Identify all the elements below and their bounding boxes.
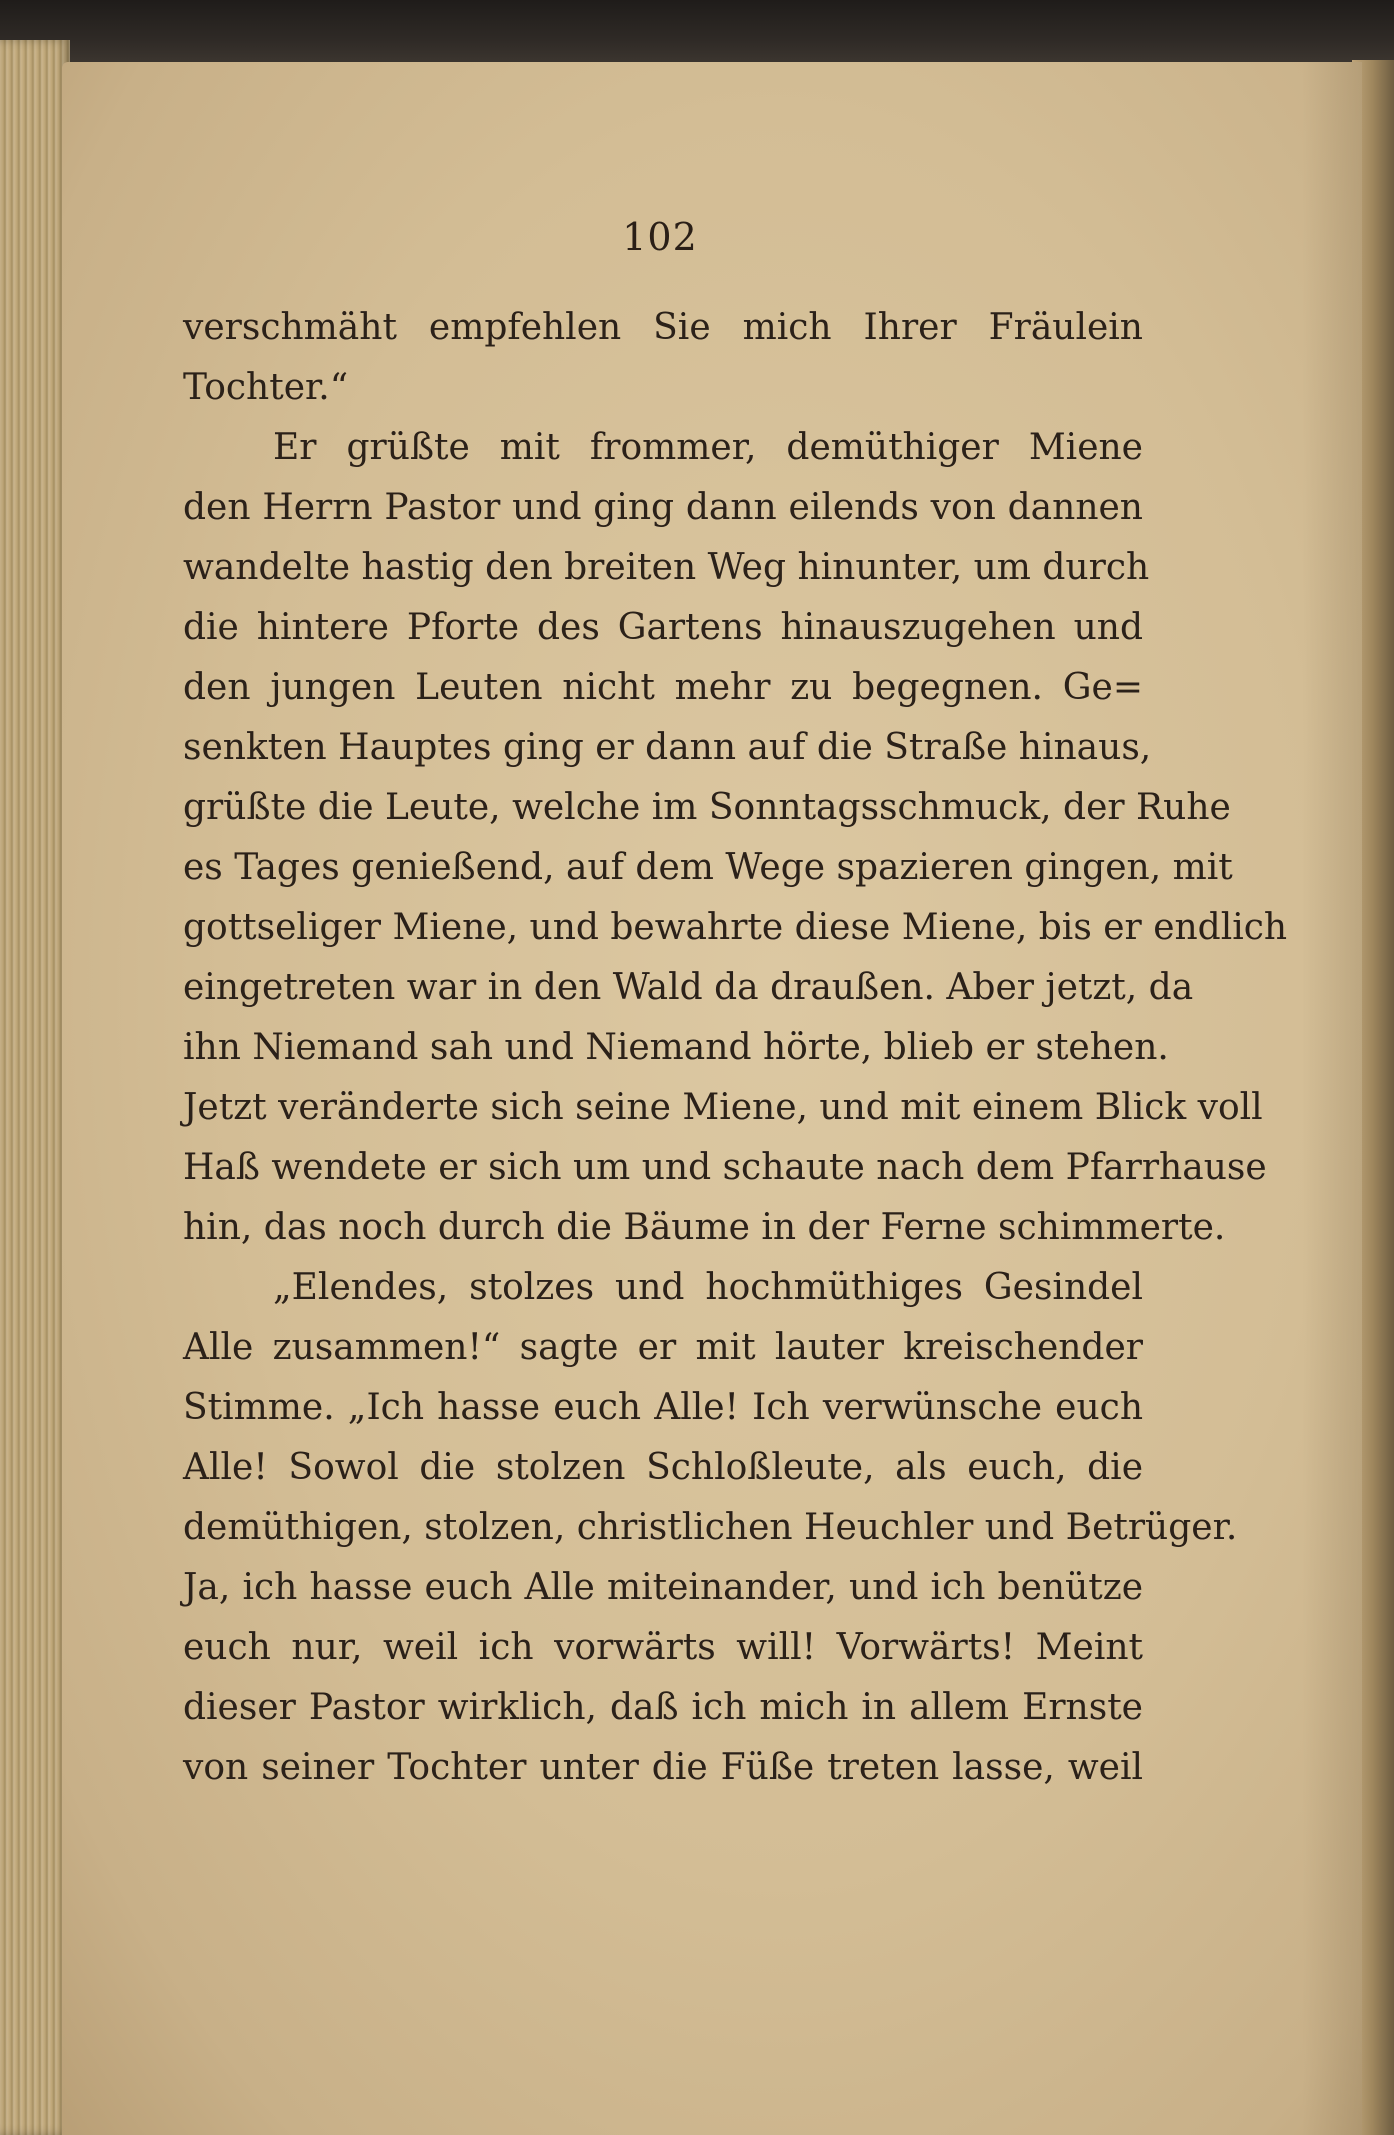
text-line: senkten Hauptes ging er dann auf die Straße hinaus,	[183, 727, 1152, 768]
text-line: Alle zusammen!“ sagte er mit lauter kreischender	[183, 1327, 1143, 1368]
text-line: euch nur, weil ich vorwärts will! Vorwärts! Meint	[183, 1627, 1143, 1668]
page-number: 102	[622, 215, 698, 259]
text-line: Tochter.“	[183, 367, 349, 408]
body-text	[183, 298, 1288, 1798]
text-line: es Tages genießend, auf dem Wege spazieren gingen, mit	[183, 847, 1233, 888]
text-line: demüthigen, stolzen, christlichen Heuchler und Betrüger.	[183, 1507, 1238, 1548]
text-line: dieser Pastor wirklich, daß ich mich in allem Ernste	[183, 1687, 1143, 1728]
text-line: Haß wendete er sich um und schaute nach dem Pfarrhause	[183, 1147, 1267, 1188]
text-line: wandelte hastig den breiten Weg hinunter, um durch	[183, 547, 1150, 588]
text-line: ihn Niemand sah und Niemand hörte, blieb er stehen.	[183, 1027, 1169, 1068]
text-line: den jungen Leuten nicht mehr zu begegnen. Ge=	[183, 667, 1143, 708]
text-line: verschmäht empfehlen Sie mich Ihrer Fräulein	[183, 307, 1143, 348]
text-line: eingetreten war in den Wald da draußen. Aber jetzt, da	[183, 967, 1194, 1008]
text-line: Jetzt veränderte sich seine Miene, und mit einem Blick voll	[183, 1087, 1263, 1128]
text-line: Stimme. „Ich hasse euch Alle! Ich verwünsche euch	[183, 1387, 1143, 1428]
text-line: hin, das noch durch die Bäume in der Ferne schimmerte.	[183, 1207, 1226, 1248]
text-line: die hintere Pforte des Gartens hinauszugehen und	[183, 607, 1143, 648]
text-line: den Herrn Pastor und ging dann eilends von dannen	[183, 487, 1143, 528]
text-line: von seiner Tochter unter die Füße treten lasse, weil	[183, 1747, 1143, 1788]
text-line: Er grüßte mit frommer, demüthiger Miene	[273, 427, 1143, 468]
text-line: Alle! Sowol die stolzen Schloßleute, als euch, die	[183, 1447, 1143, 1488]
text-line: gottseliger Miene, und bewahrte diese Miene, bis er endlich	[183, 907, 1288, 948]
text-line: grüßte die Leute, welche im Sonntagsschmuck, der Ruhe	[183, 787, 1231, 828]
text-line: „Elendes, stolzes und hochmüthiges Gesindel	[273, 1267, 1143, 1308]
text-line: Ja, ich hasse euch Alle miteinander, und ich benütze	[183, 1567, 1143, 1608]
book-page-edges	[0, 40, 70, 2135]
